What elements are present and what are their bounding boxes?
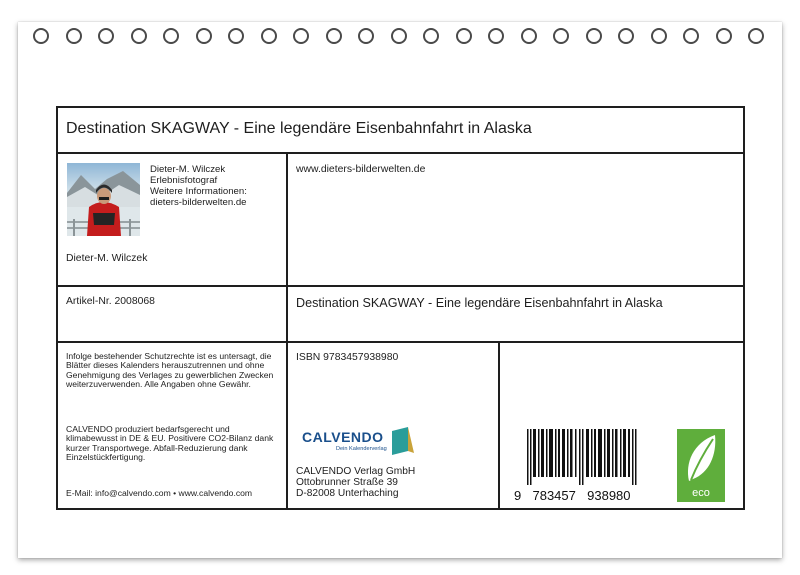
publisher-cell	[286, 341, 743, 508]
binding-ring	[488, 28, 504, 44]
author-photo	[67, 163, 140, 236]
logo-name: CALVENDO	[302, 429, 384, 445]
binding-ring	[196, 28, 212, 44]
author-info-site: dieters-bilderwelten.de	[150, 197, 247, 208]
author-photo-image	[67, 163, 140, 236]
binding-ring	[358, 28, 374, 44]
publisher-company: CALVENDO Verlag GmbH	[296, 466, 416, 477]
binding-ring	[391, 28, 407, 44]
binding-ring	[66, 28, 82, 44]
title-cell	[58, 108, 743, 152]
barcode-digits	[514, 488, 654, 503]
binding-ring	[98, 28, 114, 44]
author-cell	[58, 152, 286, 285]
article-title: Destination SKAGWAY - Eine legendäre Eisenbahnfahrt in Alaska	[296, 296, 663, 310]
isbn: ISBN 9783457938980	[296, 352, 399, 363]
info-table	[56, 106, 745, 510]
article-number-cell	[58, 285, 286, 341]
logo-tagline: Dein Kalenderverlag	[336, 446, 387, 452]
binding-ring	[293, 28, 309, 44]
publisher-street: Ottobrunner Straße 39	[296, 476, 398, 488]
contact-info: E-Mail: info@calvendo.com • www.calvendo.com	[66, 488, 253, 498]
eco-label: eco	[692, 487, 710, 499]
website-cell	[286, 152, 743, 285]
binding-ring	[423, 28, 439, 44]
author-role: Erlebnisfotograf	[150, 175, 218, 186]
author-name: Dieter-M. Wilczek	[150, 164, 226, 175]
binding-ring	[163, 28, 179, 44]
binding-ring	[618, 28, 634, 44]
binding-ring	[131, 28, 147, 44]
binding-ring	[326, 28, 342, 44]
binding-ring	[456, 28, 472, 44]
binding-ring	[651, 28, 667, 44]
copyright-notice: Infolge bestehender Schutzrechte ist es untersagt, die Blätter dieses Kalenders herauszutrennen und ohne Genehmigung des Verlages zu gewerblichen Zwecken weiterzuverwenden. Alle Angaben ohne Gewähr.	[66, 351, 274, 390]
binding-ring	[586, 28, 602, 44]
barcode-digit-prefix: 9	[514, 488, 522, 503]
article-number: Artikel-Nr. 2008068	[66, 296, 155, 307]
binding-ring	[33, 28, 49, 44]
spiral-binding	[0, 28, 800, 48]
calvendo-logo	[302, 427, 418, 457]
logo-mark-icon	[392, 427, 414, 455]
barcode-digit-group-1: 783457	[532, 488, 576, 503]
binding-ring	[716, 28, 732, 44]
binding-ring	[553, 28, 569, 44]
isbn-barcode	[524, 429, 642, 485]
website-link[interactable]: www.dieters-bilderwelten.de	[296, 164, 426, 175]
article-title-cell	[286, 285, 743, 341]
binding-ring	[521, 28, 537, 44]
leaf-icon	[683, 433, 719, 483]
eco-notice: CALVENDO produziert bedarfsgerecht und klimabewusst in DE & EU. Positivere CO2-Bilanz dank kurzer Transportwege. Abfall-Reduzierung dank Einzelstückfertigung.	[66, 424, 274, 463]
binding-ring	[261, 28, 277, 44]
binding-ring	[683, 28, 699, 44]
publisher-city: D-82008 Unterhaching	[296, 487, 399, 499]
legal-cell	[58, 341, 286, 508]
barcode-digit-group-2: 938980	[587, 488, 631, 503]
calendar-title: Destination SKAGWAY - Eine legendäre Eisenbahnfahrt in Alaska	[66, 120, 532, 137]
barcode-section	[498, 343, 743, 510]
author-caption: Dieter-M. Wilczek	[66, 253, 148, 264]
author-info-label: Weitere Informationen:	[150, 186, 247, 197]
barcode-bars	[524, 429, 642, 485]
binding-ring	[748, 28, 764, 44]
binding-ring	[228, 28, 244, 44]
eco-badge	[677, 429, 725, 502]
